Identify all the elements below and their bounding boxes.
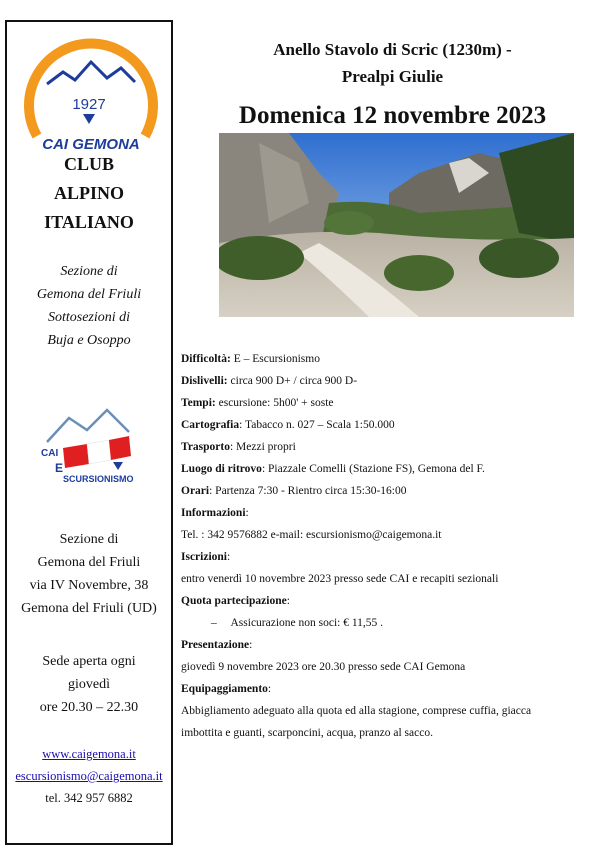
website-link[interactable]: www.caigemona.it	[42, 747, 136, 761]
escursionismo-logo	[29, 400, 149, 498]
fee-value: – Assicurazione non soci: € 11,55 .	[211, 617, 384, 629]
map-line: Cartografia: Tabacco n. 027 – Scala 1:50.000	[181, 419, 395, 431]
difficulty-line: Difficoltà: E – Escursionismo	[181, 353, 320, 365]
svg-text:1927: 1927	[72, 96, 106, 113]
contacts	[7, 743, 171, 809]
presentation-value: giovedì 9 novembre 2023 ore 20.30 presso sede CAI Gemona	[181, 661, 466, 673]
svg-text:E: E	[55, 461, 64, 475]
info-value: Tel. : 342 9576882 e-mail: escursionismo@caigemona.it	[181, 529, 442, 541]
cai-gemona-logo	[17, 28, 162, 160]
email-link[interactable]: escursionismo@caigemona.it	[15, 769, 163, 783]
equipment-heading: Equipaggiamento:	[181, 683, 272, 695]
equipment-value-2: imbottita e guanti, scarponcini, acqua, pranzo al sacco.	[181, 727, 433, 739]
levels-line: Dislivelli: circa 900 D+ / circa 900 D-	[181, 375, 358, 387]
landscape-photo	[219, 133, 574, 317]
svg-text:SCURSIONISMO: SCURSIONISMO	[63, 474, 134, 484]
opening-hours: Sede aperta ogni giovedì ore 20.30 – 22.30	[39, 654, 139, 715]
meeting-line: Luogo di ritrovo: Piazzale Comelli (Stazione FS), Gemona del F.	[181, 463, 485, 475]
signup-heading: Iscrizioni:	[181, 551, 231, 563]
fee-heading: Quota partecipazione:	[181, 595, 290, 607]
svg-text:CAI: CAI	[41, 448, 59, 459]
svg-text:CAI GEMONA: CAI GEMONA	[42, 136, 140, 153]
equipment-value-1: Abbigliamento adeguato alla quota ed alla stagione, comprese cuffia, giacca	[181, 705, 532, 717]
signup-value: entro venerdì 10 novembre 2023 presso sede CAI e recapiti sezionali	[181, 573, 499, 585]
address: Sezione di Gemona del Friuli via IV Novembre, 38 Gemona del Friuli (UD)	[21, 532, 157, 616]
section-info: Sezione di Gemona del Friuli Sottosezioni di Buja e Osoppo	[36, 264, 142, 348]
times-line: Tempi: escursione: 5h00' + soste	[181, 397, 334, 409]
info-heading: Informazioni:	[181, 507, 249, 519]
schedule-line: Orari: Partenza 7:30 - Rientro circa 15:30-16:00	[181, 485, 407, 497]
presentation-heading: Presentazione:	[181, 639, 253, 651]
sidebar	[5, 20, 173, 845]
event-date: Domenica 12 novembre 2023	[238, 102, 547, 129]
phone-number: tel. 342 957 6882	[45, 791, 133, 805]
transport-line: Trasporto: Mezzi propri	[181, 441, 296, 453]
event-title: Anello Stavolo di Scric (1230m) - Prealpi Giulie	[273, 40, 512, 86]
club-name: CLUB ALPINO ITALIANO	[44, 154, 134, 232]
